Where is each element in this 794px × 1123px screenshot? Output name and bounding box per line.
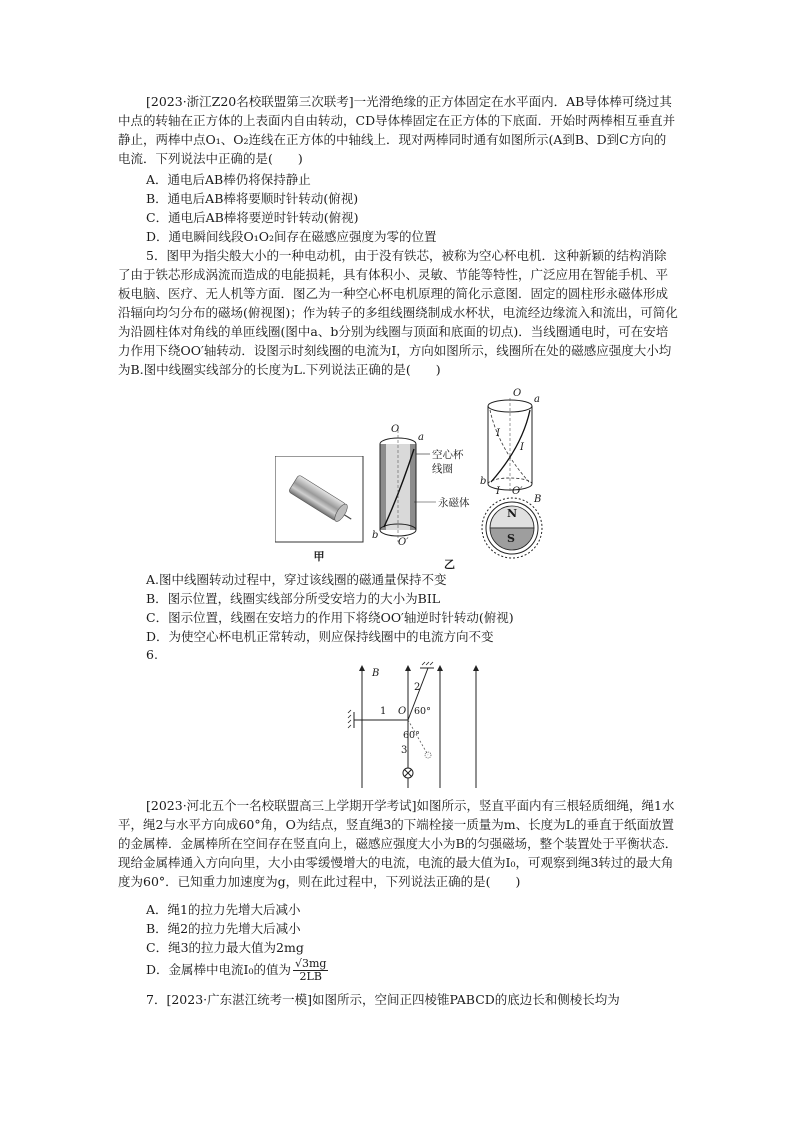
figure-jia (275, 456, 365, 570)
label-a-left: a (418, 432, 424, 443)
rope-rod-diagram (346, 660, 496, 790)
q5-option-b: B．图示位置，线圈实线部分所受安培力的大小为BIL (146, 591, 441, 606)
label-b-field: B (534, 494, 542, 505)
label-i-left: I (496, 428, 500, 439)
label-oprime-right: O′ (512, 486, 523, 497)
label-rope-3: 3 (401, 745, 408, 756)
q5-option-c: C．图示位置，线圈在安培力的作用下将绕OO′轴逆时针转动(俯视) (146, 610, 514, 625)
label-b: B (372, 668, 380, 679)
q4-option-a: A．通电后AB棒仍将保持静止 (146, 172, 311, 187)
q6-stem: [2023·河北五个一名校联盟高三上学期开学考试]如图所示，竖直平面内有三根轻质细绳，绳1水平，绳2与水平方向成60°角，O为结点，竖直绳3的下端栓接一质量为m、长度为L的垂直于纸面放置的金属棒．金属棒所在空间存在竖直向上，磁感应强度大小为B的匀强磁场，整个装置处于平衡状态．现给金属棒通入方向向里，大小由零缓慢增大的电流，电流的最大值为I₀，可观察到绳3转过的最大角度为60°．已知重力加速度为g，则在此过程中，下列说法正确的是( ) (118, 798, 678, 889)
q4-stem: [2023·浙江Z20名校联盟第三次联考]一光滑绝缘的正方体固定在水平面内．AB导体棒可绕过其中点的转轴在正方体的上表面内自由转动，CD导体棒固定在正方体的下底面．开始时两棒相互垂直并静止，两棒中点O₁、O₂连线在正方体的中轴线上．现对两棒同时通有如图所示(A到B、D到C方向的电流．下列说法中正确的是( ) (118, 94, 676, 166)
label-oprime-left: O′ (398, 537, 409, 548)
q5-option-a: A.图中线圈转动过程中，穿过该线圈的磁通量保持不变 (146, 572, 447, 587)
q6-option-c: C．绳3的拉力最大值为2mg (146, 940, 304, 955)
label-angle-60-top: 60° (414, 706, 431, 717)
label-b-left: b (372, 530, 379, 541)
q7-stem: 7．[2023·广东湛江统考一模]如图所示，空间正四棱锥PABCD的底边长和侧棱长均为 (146, 992, 620, 1007)
caption-jia: 甲 (313, 550, 325, 563)
label-i-bottom: I (496, 486, 500, 497)
label-a-right: a (534, 394, 540, 405)
fraction-numerator: √3mg (294, 957, 327, 970)
q6-option-d-fraction (293, 958, 328, 983)
q4-option-d: D．通电瞬间线段O₁O₂间存在磁感应强度为零的位置 (146, 229, 437, 244)
label-pole-s: S (507, 532, 515, 545)
q5-option-d: D．为使空心杯电机正常转动，则应保持线圈中的电流方向不变 (146, 629, 494, 644)
label-b-right: b (480, 476, 487, 487)
label-cup: 空心杯 (432, 449, 464, 461)
q6-option-d (146, 958, 330, 983)
coreless-motor-diagram (370, 392, 550, 568)
figure-yi (370, 388, 550, 572)
q4-option-b: B．通电后AB棒将要顺时针转动(俯视) (146, 191, 359, 206)
fraction-denominator: 2LB (299, 970, 322, 983)
q5-stem: 5．图甲为指尖般大小的一种电动机，由于没有铁芯，被称为空心杯电机．这种新颖的结构消除了由于铁芯形成涡流而造成的电能损耗，具有体积小、灵敏、节能等特性，广泛应用在智能手机、平板电脑、医疗、无人机等方面．图乙为一种空心杯电机原理的简化示意图．固定的圆柱形永磁体形成沿辐向均匀分布的磁场(俯视图)；作为转子的多组线圈绕制成水杯状，电流经边缘流入和流出，可简化为沿圆柱体对角线的单匝线圈(图中a、b分别为线圈与顶面和底面的切点)．当线圈通电时，可在安培力作用下绕OO′轴转动．设图示时刻线圈的电流为I，方向如图所示，线圈所在处的磁感应强度大小均为B.图中线圈实线部分的长度为L.下列说法正确的是( ) (118, 248, 678, 377)
label-o-right: O (513, 388, 522, 399)
figure-q6 (346, 660, 496, 794)
q6-number: 6. (146, 647, 158, 662)
label-o-left: O (391, 424, 400, 435)
label-i-right: I (520, 442, 524, 453)
label-rope-2: 2 (414, 682, 421, 693)
label-magnet: 永磁体 (438, 497, 470, 509)
q6-option-a: A．绳1的拉力先增大后减小 (146, 902, 301, 917)
q6-option-d-prefix: D．金属棒中电流I₀的值为 (146, 962, 291, 977)
label-rope-1: 1 (380, 706, 387, 717)
label-node-o: O (398, 706, 407, 717)
label-pole-n: N (507, 507, 518, 520)
label-coil: 线圈 (432, 463, 453, 475)
q6-option-b: B．绳2的拉力先增大后减小 (146, 921, 301, 936)
label-angle-60-bottom: 60° (403, 730, 420, 741)
caption-yi: 乙 (444, 558, 455, 571)
q4-option-c: C．通电后AB棒将要逆时针转动(俯视) (146, 210, 359, 225)
